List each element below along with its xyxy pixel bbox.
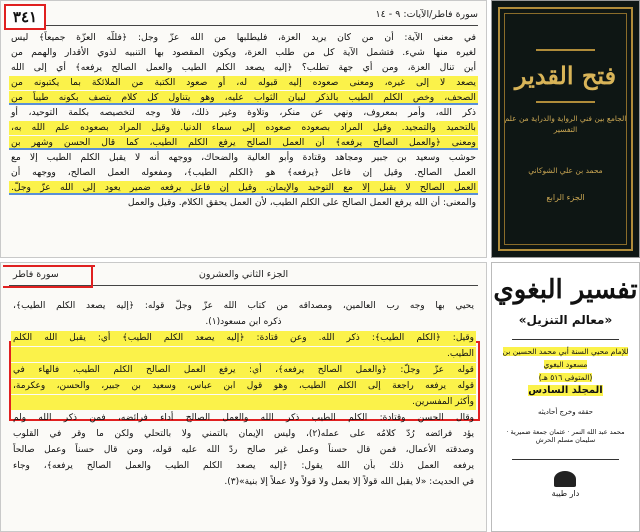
cover-edit-note: حققه وخرج أحاديثه bbox=[537, 408, 594, 416]
text-line: يرفعه العمل ذلك بأن الله يقول: ﴿إليه يصعد الكلم الطيب والعمل الصالح يرفعه﴾، وجاء bbox=[13, 461, 474, 471]
cover-rule bbox=[512, 459, 619, 460]
body-text bbox=[11, 299, 476, 491]
text-line: أين تنال العزة، ومن أي جهة تطلب؟ ﴿إليه يصعد الكلم الطيب والعمل الصالح يرفعه﴾ أي إلى الله bbox=[11, 62, 476, 73]
text-line: حوشب وسعيد بن جبير ومجاهد وقتادة وأبو العالية والضحاك، ووجهه أنه لا يقبل الكلم الطيب إلا مع bbox=[11, 152, 476, 163]
cover-subtitle: «معالم التنزيل» bbox=[518, 313, 613, 327]
cover-volume bbox=[492, 385, 639, 396]
text-line: الصحف، وخص الكلم الطيب بالذكر لبيان الثواب عليه، وهو يتناول كل كلام يتصف بكونه طيباً من bbox=[11, 92, 476, 103]
text-line: العمل الصالح. وقيل إن فاعل ﴿يرفعه﴾ هو ﴿الكلم الطيب﴾، ومفعوله العمل الصالح، ووجهه أن bbox=[11, 167, 476, 178]
cover-author: محمد بن علي الشوكاني bbox=[528, 166, 603, 175]
header-surah: سورة فاطر bbox=[13, 269, 59, 280]
text-line: يصعد لا إلى غيره، ومعنى صعوده إليه قبوله له، أو صعود الكتبة من الملائكة بما يكتبونه من bbox=[11, 77, 476, 88]
cover-ornament-bottom bbox=[536, 101, 595, 103]
cover-ornament-top bbox=[536, 49, 595, 51]
cover-rule bbox=[512, 339, 619, 340]
body-text bbox=[9, 31, 478, 211]
cover-author bbox=[498, 345, 633, 384]
baghawi-cover bbox=[491, 262, 640, 532]
text-line: يحيي بها وجه رب العالمين، ومصداقه من كتاب الله عزّ وجلّ قوله: ﴿إليه يصعد الكلم الطيب﴾، bbox=[13, 301, 474, 311]
header-juz: الجزء الثاني والعشرون bbox=[198, 269, 289, 280]
cover-volume: الجزء الرابع bbox=[546, 193, 585, 202]
text-line: بالتحميد والتمجيد. وقيل المراد بصعوده صعوده إلى سماء الدنيا. وقيل المراد بصعوده علم الله به، bbox=[11, 122, 476, 133]
page-number-box: ٣٤١ bbox=[4, 4, 46, 30]
cover-title: فتح القدير bbox=[514, 61, 617, 90]
cover-editors: محمد عبد الله النمر · عثمان جمعة ضميرية · سليمان مسلم الحرش bbox=[506, 428, 625, 444]
text-line: قوله عزّ وجلّ: ﴿والعمل الصالح يرفعه﴾، أي: يرفع العمل الصالح الكلم الطيب، فالهاء في bbox=[11, 363, 476, 378]
text-line: والمعنى: أن الله يرفع العمل الصالح على الكلم الطيب، لأن العمل يحقق الكلام. وقيل والعمل bbox=[127, 197, 476, 208]
cover-subtitle: الجامع بين فني الرواية والدراية من علم التفسير bbox=[504, 114, 627, 134]
text-line: وقيل: ﴿الكلم الطيب﴾: ذكر الله. وعن قتادة: ﴿إليه يصعد الكلم الطيب﴾ أي: يقبل الله الكلم bbox=[11, 331, 476, 346]
text-line: ومعنى ﴿والعمل الصالح يرفعه﴾ أن العمل الصالح يرفع الكلم الطيب، كما قال الحسن وشهر بن bbox=[11, 137, 476, 148]
fath-alqadir-cover bbox=[491, 0, 640, 258]
text-line: وأكثر المفسرين. bbox=[11, 395, 476, 410]
cover-volume-label: المجلد السادس bbox=[528, 385, 603, 396]
cover-publisher: دار طيبة bbox=[551, 489, 580, 498]
text-line: في الحديث: «لا يقبل الله قولاً إلا بعمل ولا قولاً ولا عملاً إلا بنية»(٣). bbox=[224, 477, 474, 487]
text-line: لغيره منها شيء. فتشمل الآية كل من طلب العزة، ويكون المقصود بها التنبيه لذوي الأقدار والهمم من bbox=[11, 47, 476, 58]
text-line: وقال الحسن وقتادة: الكلم الطيب ذكر الله والعمل الصالح أداء فرائضه، فمن ذكر الله ولم bbox=[13, 413, 474, 423]
publisher-logo-icon bbox=[554, 471, 576, 487]
surah-box bbox=[3, 266, 93, 288]
page-header bbox=[9, 9, 478, 26]
fath-alqadir-page bbox=[0, 0, 487, 258]
baghawi-page bbox=[0, 262, 487, 532]
text-line: في معنى الآية: أن من كان يريد العزة، فليطلبها من الله عزّ وجل: ﴿فللّه العزّة جميعاً﴾ ليس bbox=[11, 32, 476, 43]
text-line: الطيب. bbox=[11, 347, 476, 362]
text-line: يؤد فرائضه رُدّ كلامُه على عمله(٢)، وليس الإيمان بالتمني ولا بالتحلي ولكن ما وقر في القلوب bbox=[13, 429, 474, 439]
cover-title: تفسير البغوي bbox=[493, 275, 638, 305]
text-line: ذكره ابن مسعود(١). bbox=[205, 317, 282, 327]
cover-author-death: (المتوفى ٥١٦ هـ) bbox=[538, 373, 593, 382]
text-line: ذكر الله، وأمر بمعروف، ونهي عن منكر، وتلاوة وغير ذلك، فلا وجه لتخصيصه بكلمة التوحيد، أو bbox=[11, 107, 476, 118]
text-line: العمل الصالح لا يقبل إلا مع التوحيد والإيمان. وقيل إن فاعل يرفعه ضمير يعود إلى الله عزّ وجلّ. bbox=[11, 182, 476, 193]
text-line: وصدقته الأعمال، فمن قال حسناً وعمل غير صالح ردّ الله عليه قوله، ومن قال حسناً وعمل صالحاً bbox=[13, 445, 474, 455]
cover-author-name: للإمام محيي السنة أبي محمد الحسين بن مسعود البغوي bbox=[502, 347, 629, 369]
text-line: قوله يرفعه راجعة إلى الكلم الطيب، وهو قول ابن عباس، وسعيد بن جبير، والحسن، وعكرمة، bbox=[11, 379, 476, 394]
header-surah-verses: سورة فاطر/الآيات: ٩ - ١٤ bbox=[375, 9, 478, 20]
